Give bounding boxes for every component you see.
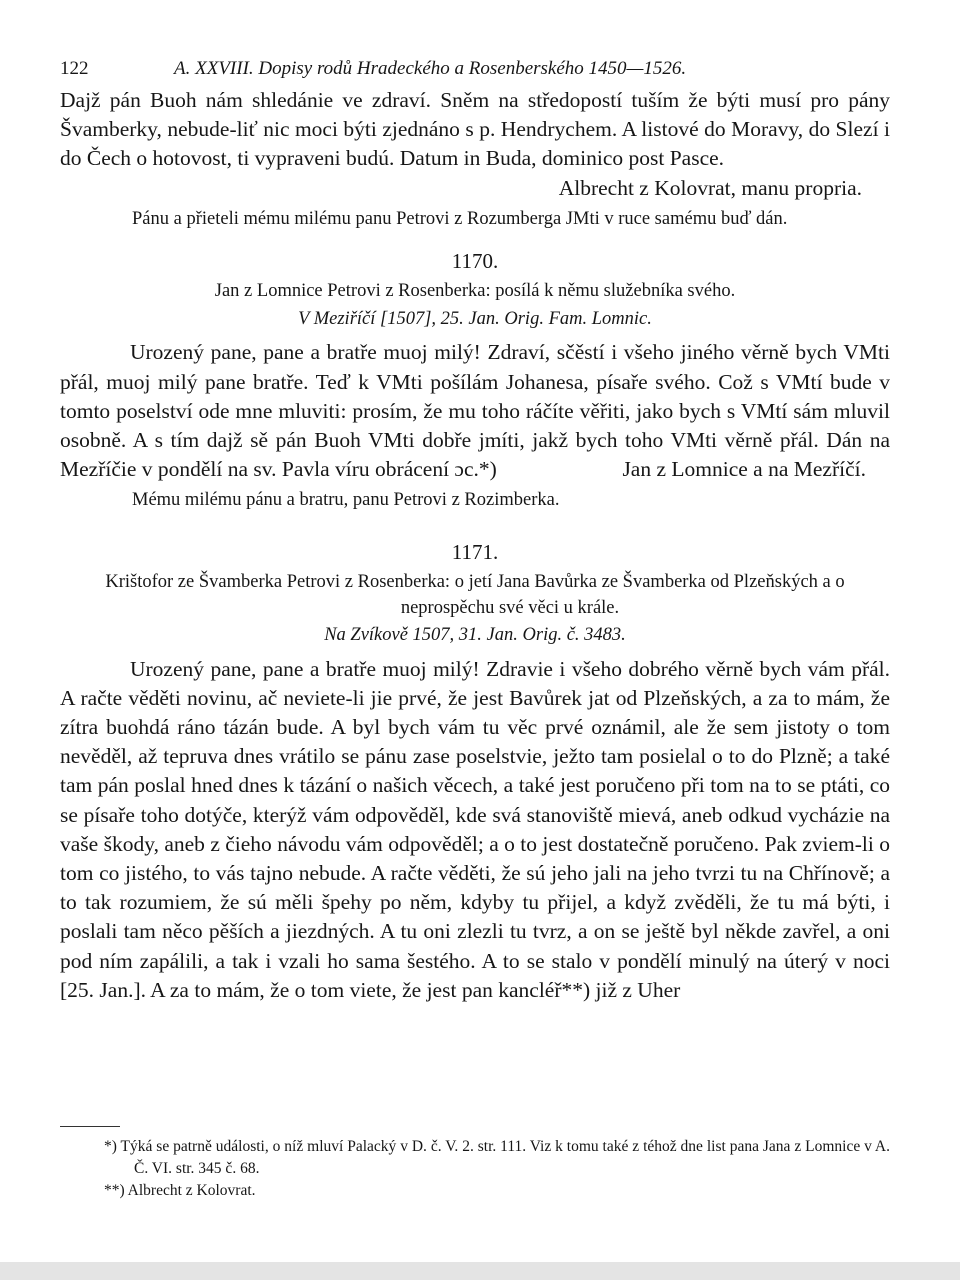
letter-number-1171: 1171.: [451, 540, 499, 565]
previous-letter-text: Dajž pán Buoh nám shledánie ve zdraví. Sněm na středopostí tuším že býti musí pro pány Švamberky, nebude-liť nic moci býti zjednáno s p. Hendrychem. A listové do Moravy, do Slezí i do Čech o hotovost, ti vypraveni budú. Datum in Buda, dominico post Pasce.: [60, 88, 890, 171]
footnotes: [60, 1136, 890, 1202]
letter-1170-summary: Jan z Lomnice Petrovi z Rosenberka: posílá k němu služebníka svého.: [214, 281, 736, 302]
page-number: 122: [60, 58, 89, 79]
letter-1170-text: Urozený pane, pane a bratře muoj milý! Zdraví, sčěstí i všeho jiného věrně bych VMti přál, muoj milý pane bratře. Teď k VMti pošílám Johanesa, písaře svého. Což s VMtí bude v tomto poselství ode mne mluviti: prosím, že mu toho ráčíte věřiti, jako bych s VMtí sám mluvil osobně. A s tím dajž sě pán Buoh VMti dobře jmíti, jakž bych toho VMti věrně přál. Dán na Mezříčie v pondělí na sv. Pavla víru obrácení ɔc.*): [60, 340, 890, 482]
previous-letter-address: Pánu a přieteli mému milému panu Petrovi z Rozumberga JMti v ruce samému buď dán.: [132, 208, 788, 229]
page: [60, 50, 890, 1005]
running-title: A. XXVIII. Dopisy rodů Hradeckého a Rosenberského 1450—1526.: [174, 58, 687, 79]
letter-1170-address: Mému milému pánu a bratru, panu Petrovi z Rozimberka.: [132, 489, 560, 510]
letter-1171-source: Na Zvíkově 1507, 31. Jan. Orig. č. 3483.: [324, 625, 626, 646]
letter-1170-source: V Meziříčí [1507], 25. Jan. Orig. Fam. Lomnic.: [298, 308, 652, 329]
letter-number-1170: 1170.: [451, 249, 499, 274]
footnote-rule: [60, 1126, 120, 1127]
previous-letter-signature: Albrecht z Kolovrat, manu propria.: [558, 175, 862, 200]
footnote-1: *) Týká se patrně události, o níž mluví Palacký v D. č. V. 2. str. 111. Viz k tomu také z téhož dne list pana Jana z Lomnice v A. Č. VI. str. 345 č. 68.: [104, 1138, 890, 1177]
footnote-2: **) Albrecht z Kolovrat.: [104, 1182, 256, 1199]
letter-1171-summary: Krištofor ze Švamberka Petrovi z Rosenberka: o jetí Jana Bavůrka ze Švamberka od Plzeňských a o neprospěchu své věci u krále.: [105, 572, 845, 618]
letter-1170-signature: Jan z Lomnice a na Mezříčí.: [622, 457, 866, 482]
page-header: [60, 50, 890, 86]
letter-1171-text: Urozený pane, pane a bratře muoj milý! Zdravie i všeho dobrého věrně bych vám přál. A račte věděti novinu, ač neviete-li jie prvé, že jest Bavůrek jat od Plzeňských, a za to mám, že zítra buohdá ráno tázán bude. A byl bych vám tu věc prvé oznámil, ale že sem jistoty o tom nevěděl, až tepruva dnes vrátilo se pánu zase poselstvie, ježto tam posielal o to do Plzně; a také tam pán poslal hned dnes k tázání o našich věcech, a také jest poručeno při tom na to se ptáti, co se písaře toho dotýče, kterýž vám odpověděl, kde svá stanoviště mievá, aneb odkud vycházie na vaše škody, aneb z čieho návodu vám odpověděl; a o to jest dostatečně poručeno. Pak zviem-li o tom co jistého, to vás tajno nebude. A račte věděti, že sú jeho jali na jeho tvrzi tu na Chřínově; a to tak rozumiem, že sú měli špehy po něm, kdyby tu přijel, a když zvěděli, že tu má býti, i poslali tam něco pěších a jiezdných. A tu oni zlezli tu tvrz, a on se ještě byl někde zavřel, a oni pod ním zapálili, a tak i vzali ho sama šestého. A to se stalo v pondělí minulý na úterý v noci [25. Jan.]. A za to mám, že o tom viete, že jest pan kancléř**) již z Uher: [60, 656, 890, 1002]
scan-bottom-strip: [0, 1262, 960, 1280]
